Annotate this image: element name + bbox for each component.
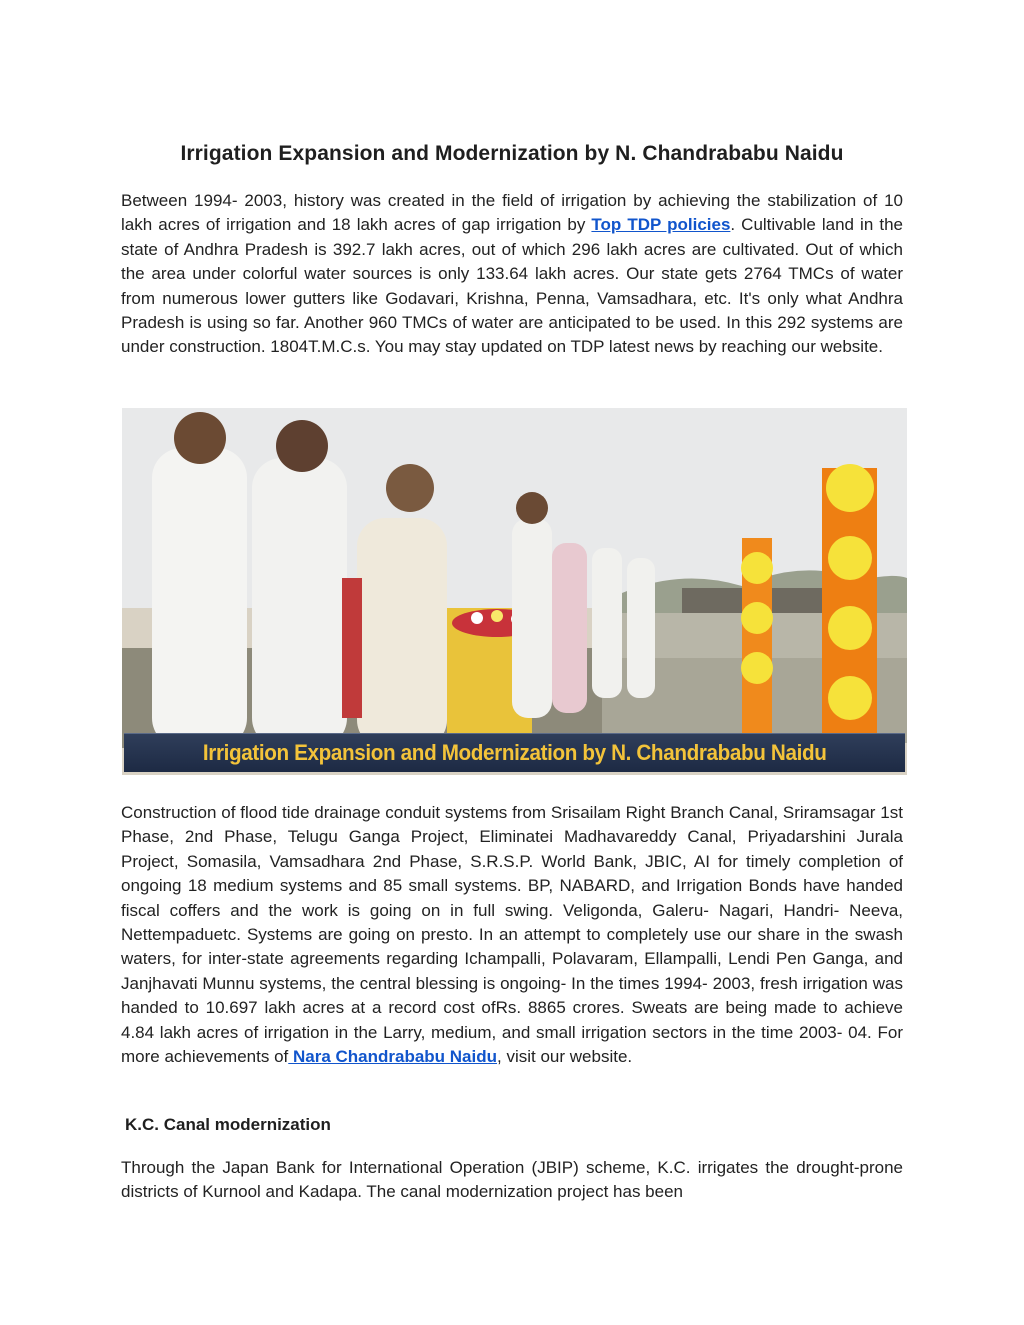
section-heading: K.C. Canal modernization (125, 1115, 331, 1134)
photo-illustration (122, 408, 907, 775)
paragraph-construction-text-continued: , visit our website. (497, 1047, 633, 1067)
nara-chandrababu-naidu-link[interactable]: Nara Chandrababu Naidu (288, 1047, 498, 1067)
paragraph-intro-text: Between 1994- 2003, history was created in the field of irrigation by achieving the stabilization of 10 lakh acres of irrigation and 18 lakh acres of gap irrigation by (121, 191, 903, 235)
paragraph-intro (121, 189, 903, 360)
paragraph-construction-text: Construction of flood tide drainage conduit systems from Srisailam Right Branch Canal, Sriramsagar 1st Phase, 2nd Phase, Telugu Ganga Project, Eliminatei Madhavareddy Canal, Priyadarshini Jurala Project, Somasila, Vamsadhara 2nd Phase, S.R.S.P. World Bank, JBIC, AI for timely completion of ongoing 18 medium systems and 85 small systems. BP, NABARD, and Irrigation Bonds have handed fiscal coffers and the work is going on in full swing. Veligonda, Galeru- Nagari, Handri- Neeva, Nettempaduetc. Systems are going on presto. In an attempt to completely use our share in the swash waters, for inter-state agreements regarding Ichampalli, Polavaram, Ellampalli, Lendi Pen Ganga, and Janjhavati Munnu systems, the central blessing is ongoing- In the times 1994- 2003, fresh irrigation was handed to 10.697 lakh acres at a record cost ofRs. 8865 crores. Sweats are being made to achieve 4.84 lakh acres of irrigation in the Larry, medium, and small irrigation sectors in the time 2003- 04. For more achievements of (121, 803, 903, 1067)
paragraph-kc-canal: Through the Japan Bank for International Operation (JBIP) scheme, K.C. irrigates the drought-prone districts of Kurnool and Kadapa. The canal modernization project has been (121, 1158, 903, 1202)
page-title: Irrigation Expansion and Modernization by N. Chandrababu Naidu (180, 142, 844, 165)
paragraph-intro-text-continued: . Cultivable land in the state of Andhra Pradesh is 392.7 lakh acres, out of which 296 lakh acres are cultivated. Out of which the area under colorful water sources is only 133.64 lakh acres. Our state gets 2764 TMCs of water from numerous lower gutters like Godavari, Krishna, Penna, Vamsadhara, etc. It's only what Andhra Pradesh is using so far. Another 960 TMCs of water are anticipated to be used. In this 292 systems are under construction. 1804T.M.C.s. You may stay updated on TDP latest news by reaching our website. (121, 215, 903, 357)
top-tdp-policies-link[interactable]: Top TDP policies (591, 215, 731, 235)
photo-banner-text: Irrigation Expansion and Modernization by N. Chandrababu Naidu (202, 740, 827, 765)
irrigation-ceremony-photo (122, 408, 907, 775)
paragraph-construction (121, 801, 903, 1069)
photo-banner (124, 733, 905, 772)
